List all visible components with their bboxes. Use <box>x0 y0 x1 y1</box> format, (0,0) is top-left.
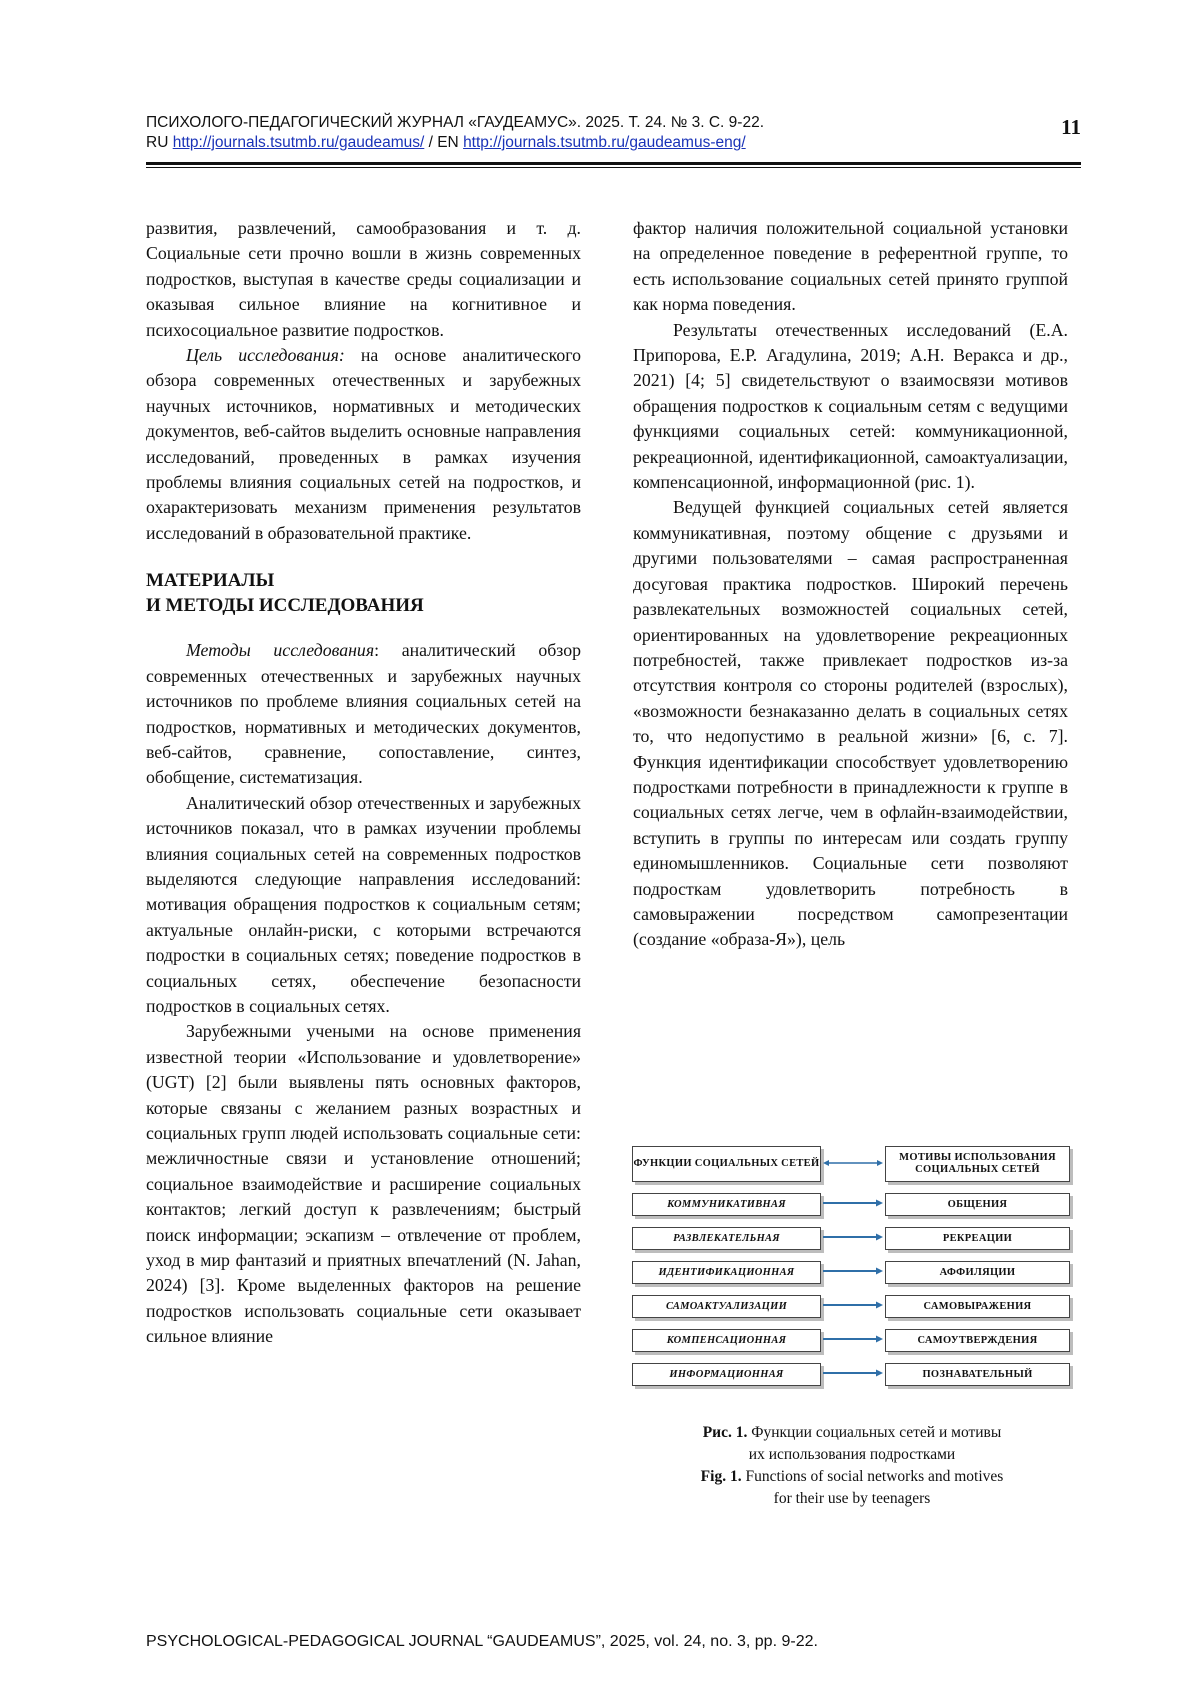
paragraph: фактор наличия положительной социальной установки на определенное поведение в референтной группе, то есть использование социальных сетей принято группой как норма поведения. <box>633 218 1068 315</box>
caption-ru-line1 <box>632 1422 1072 1444</box>
methods-label: Методы исследования <box>186 640 375 661</box>
running-header <box>146 113 1081 153</box>
motives-header-box: МОТИВЫ ИСПОЛЬЗОВАНИЯ СОЦИАЛЬНЫХ СЕТЕЙ <box>885 1146 1070 1182</box>
function-box: КОММУНИКАТИВНАЯ <box>632 1193 821 1216</box>
paragraph-methods <box>146 638 581 790</box>
header-rule-thin <box>146 167 1081 168</box>
arrow-icon <box>823 1368 883 1378</box>
paragraph: Результаты отечественных исследований (Е.А. Припорова, Е.Р. Агадулина, 2019; А.Н. Веракса и др., 2021) [4; 5] свидетельствуют о взаимосвязи мотивов обращения подростков к социальным сетям с ведущими функциями социальных сетей: коммуникационной, рекреационной, идентификационной, самоактуализации, компенсационной, информационной (рис. 1). <box>633 319 1068 493</box>
motive-box: САМОУТВЕРЖДЕНИЯ <box>885 1329 1070 1352</box>
caption-ru-line2: их использования подростками <box>748 1446 956 1463</box>
paragraph: Аналитический обзор отечественных и зарубежных источников показал, что в рамках изучении проблемы влияния социальных сетей на современных подростков выделяются следующие направления исследований: мотивация обращения подростков к социальным сетям; актуальные онлайн-риски, с которыми встречаются подростки в социальных сетях; поведение подростков в социальных сетях, обеспечение безопасности подростков в социальных сетях. <box>146 792 581 1016</box>
paragraph-aim <box>146 343 581 546</box>
aim-label: Цель исследования: <box>186 345 345 366</box>
caption-ru-label: Рис. 1. <box>702 1424 748 1441</box>
caption-ru-text: Функции социальных сетей и мотивы <box>747 1424 1002 1441</box>
paragraph: развития, развлечений, самообразования и т. д. Социальные сети прочно вошли в жизнь современных подростков, выступая в качестве среды социализации и оказывая сильное влияние на когнитивное и психосоциальное развитие подростков. <box>146 218 581 340</box>
function-box: ИНФОРМАЦИОННАЯ <box>632 1363 821 1386</box>
arrow-icon <box>823 1300 883 1310</box>
motive-box: САМОВЫРАЖЕНИЯ <box>885 1295 1070 1318</box>
motive-box: РЕКРЕАЦИИ <box>885 1227 1070 1250</box>
journal-urls <box>146 133 1081 153</box>
caption-en-line2: for their use by teenagers <box>773 1490 931 1507</box>
caption-en-line1 <box>632 1466 1072 1488</box>
function-box: САМОАКТУАЛИЗАЦИИ <box>632 1295 821 1318</box>
section-heading <box>146 568 581 618</box>
ru-journal-link[interactable]: http://journals.tsutmb.ru/gaudeamus/ <box>172 134 425 151</box>
arrow-icon <box>823 1198 883 1208</box>
aim-text: на основе аналитического обзора современных отечественных и зарубежных научных источников, нормативных и методических документов, веб-сайтов выделить основные направления исследований, проведенных в рамках изучения проблемы влияния социальных сетей на подростков, и охарактеризовать механизм применения результатов исследований в образовательной практике. <box>146 345 581 543</box>
arrow-icon <box>823 1232 883 1242</box>
section-heading-line1: МАТЕРИАЛЫ <box>146 570 275 592</box>
page-number: 11 <box>1061 115 1081 139</box>
header-rule-thick <box>146 162 1081 165</box>
caption-en-label: Fig. 1. <box>700 1468 742 1485</box>
function-box: КОМПЕНСАЦИОННАЯ <box>632 1329 821 1352</box>
motive-box: АФФИЛЯЦИИ <box>885 1261 1070 1284</box>
motive-box: ОБЩЕНИЯ <box>885 1193 1070 1216</box>
running-footer: PSYCHOLOGICAL-PEDAGOGICAL JOURNAL “GAUDEAMUS”, 2025, vol. 24, no. 3, pp. 9-22. <box>146 1633 818 1650</box>
figure-caption <box>632 1422 1072 1510</box>
paragraph: Ведущей функцией социальных сетей является коммуникативная, поэтому общение с друзьями и другими пользователями – самая распространенная досуговая практика подростков. Широкий перечень развлекательных возможностей социальных сетей, ориентированных на удовлетворение рекреационных потребностей, также привлекает подростков из-за отсутствия контроля со стороны родителей (взрослых), «возможности безнаказанно делать в социальных сетях то, что недопустимо в реальной жизни» [6, с. 7]. Функция идентификации способствует удовлетворению подростками потребности в принадлежности к группе в социальных сетях легче, чем в офлайн-взаимодействии, вступить в группы по интересам или создать группу единомышленников. Социальные сети позволяют подросткам удовлетворить потребность в самовыражении посредством самопрезентации (создание «образа-Я»), цель <box>633 497 1068 950</box>
left-column <box>146 216 581 1350</box>
methods-text: : аналитический обзор современных отечественных и зарубежных научных источников по проблеме влияния социальных сетей на подростков, нормативных и методических документов, веб-сайтов, сравнение, сопоставление, синтез, обобщение, систематизация. <box>146 640 581 788</box>
ru-label: RU <box>146 134 173 151</box>
functions-header-box: ФУНКЦИИ СОЦИАЛЬНЫХ СЕТЕЙ <box>632 1146 821 1182</box>
motive-box: ПОЗНАВАТЕЛЬНЫЙ <box>885 1363 1070 1386</box>
function-box: РАЗВЛЕКАТЕЛЬНАЯ <box>632 1227 821 1250</box>
section-heading-line2: И МЕТОДЫ ИССЛЕДОВАНИЯ <box>146 595 424 617</box>
paragraph: Зарубежными учеными на основе применения известной теории «Использование и удовлетворение» (UGT) [2] были выявлены пять основных факторов, которые связаны с желанием разных возрастных и социальных групп людей использовать социальные сети: межличностные связи и установление отношений; социальное взаимодействие и расширение социальных контактов; легкий доступ к развлечениям; быстрый поиск информации; эскапизм – отвлечение от проблем, уход в мир фантазий и приятных впечатлений (N. Jahan, 2024) [3]. Кроме выделенных факторов на решение подростков использовать социальные сети оказывает сильное влияние <box>146 1021 581 1347</box>
figure-diagram <box>632 1146 1072 1390</box>
caption-en-text: Functions of social networks and motives <box>741 1468 1004 1485</box>
right-column <box>633 216 1068 953</box>
double-arrow-icon <box>823 1158 883 1168</box>
function-box: ИДЕНТИФИКАЦИОННАЯ <box>632 1261 821 1284</box>
journal-citation: ПСИХОЛОГО-ПЕДАГОГИЧЕСКИЙ ЖУРНАЛ «ГАУДЕАМУС». 2025. Т. 24. № 3. С. 9-22. <box>146 114 765 131</box>
arrow-icon <box>823 1334 883 1344</box>
en-journal-link[interactable]: http://journals.tsutmb.ru/gaudeamus-eng/ <box>463 134 746 151</box>
arrow-icon <box>823 1266 883 1276</box>
url-separator: / EN <box>424 134 464 151</box>
